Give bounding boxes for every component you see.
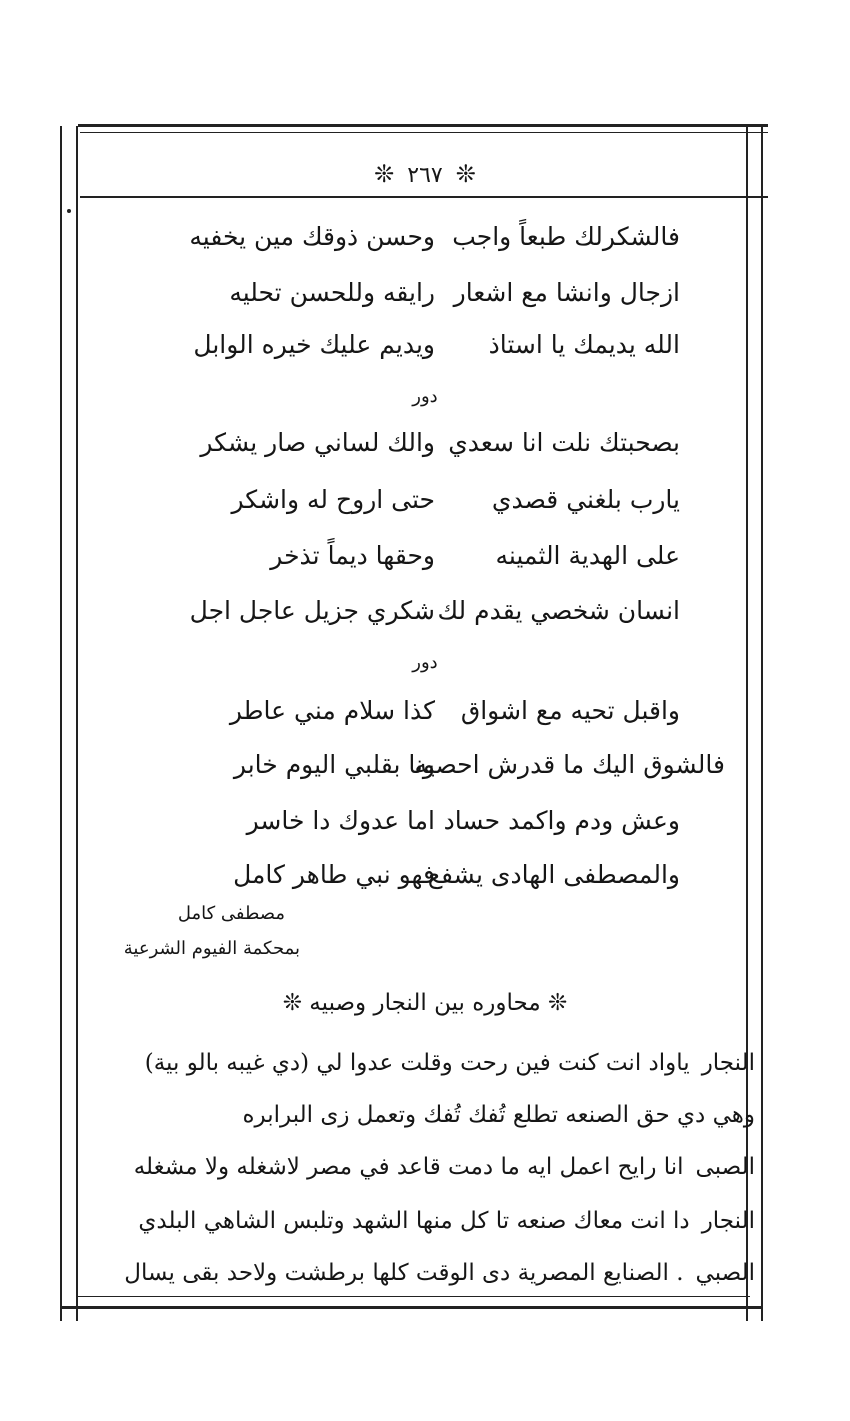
- hemistich-right: واقبل تحيه مع اشواق: [460, 696, 680, 725]
- page-number: ٢٦٧: [407, 163, 443, 188]
- stanza-label: دور: [412, 652, 438, 673]
- hemistich-left: فهو نبي طاهر كامل: [233, 860, 435, 889]
- hemistich-right: يارب بلغني قصدي: [491, 485, 680, 514]
- ornament-icon: ❊: [455, 160, 476, 188]
- hemistich-left: ويديم عليك خيره الوابل: [193, 330, 435, 359]
- hemistich-left: اما عدوك دا خاسر: [246, 806, 435, 835]
- hemistich-left: ونا بقلبي اليوم خابر: [233, 750, 435, 779]
- page-header: [0, 160, 850, 188]
- hemistich-left: وحقها ديماً تذخر: [270, 541, 435, 570]
- dialogue-text: دا انت معاك صنعه تا كل منها الشهد وتلبس الشاهي البلدي: [138, 1208, 690, 1234]
- dialogue-text: وهي دي حق الصنعه تطلع تُفك تُفك وتعمل زى البرابره: [242, 1102, 755, 1128]
- hemistich-right: على الهدية الثمينه: [495, 541, 680, 570]
- header-underline: [80, 196, 768, 198]
- hemistich-right: بصحبتك نلت انا سعدي: [448, 428, 680, 457]
- speaker-label: النجار: [701, 1208, 755, 1234]
- right-border-inner: [746, 126, 748, 1321]
- margin-dot: [67, 209, 71, 213]
- dialogue-text: . الصنايع المصرية دى الوقت كلها برطشت ولاحد بقى يسال: [124, 1260, 684, 1286]
- dialogue-title: ❊ محاوره بين النجار وصبيه ❊: [282, 990, 568, 1016]
- bottom-rule-thin: [78, 1296, 750, 1297]
- top-rule: [78, 124, 768, 127]
- dialogue-line: [145, 1052, 755, 1075]
- speaker-label: الصبي: [695, 1260, 755, 1286]
- hemistich-right: الله يديمك يا استاذ: [488, 330, 680, 359]
- hemistich-left: حتى اروح له واشكر: [231, 485, 435, 514]
- bottom-rule: [60, 1306, 763, 1309]
- hemistich-left: رايقه وللحسن تحليه: [229, 278, 435, 307]
- right-border-outer: [761, 126, 763, 1321]
- speaker-label: الصبى: [695, 1154, 755, 1180]
- hemistich-right: والمصطفى الهادى يشفع: [427, 860, 680, 889]
- hemistich-right: فالشوق اليك ما قدرش احصيه: [414, 750, 725, 779]
- dialogue-line: [242, 1104, 755, 1127]
- hemistich-left: والك لساني صار يشكر: [200, 428, 435, 457]
- dialogue-text: ياواد انت كنت فين رحت وقلت عدوا لي (دي غيبه بالو بية): [144, 1050, 690, 1076]
- dialogue-line: [138, 1210, 755, 1233]
- hemistich-right: فالشكرلك طبعاً واجب: [452, 222, 680, 251]
- hemistich-left: كذا سلام مني عاطر: [229, 696, 435, 725]
- dialogue-line: [134, 1156, 755, 1179]
- speaker-label: النجار: [701, 1050, 755, 1076]
- ornament-icon: ❊: [374, 160, 395, 188]
- signature-name: مصطفى كامل: [177, 903, 285, 924]
- hemistich-left: وحسن ذوقك مين يخفيه: [189, 222, 435, 251]
- hemistich-right: ازجال وانشا مع اشعار: [453, 278, 680, 307]
- hemistich-left: شكري جزيل عاجل اجل: [189, 596, 435, 625]
- top-rule-thin: [80, 132, 768, 133]
- dialogue-line: [124, 1262, 755, 1285]
- left-border-outer: [60, 126, 62, 1321]
- signature-affiliation: بمحكمة الفيوم الشرعية: [123, 938, 300, 959]
- left-border-inner: [76, 126, 78, 1321]
- hemistich-right: وعش ودم واكمد حساد: [443, 806, 680, 835]
- stanza-label: دور: [412, 386, 438, 407]
- hemistich-right: انسان شخصي يقدم لك: [437, 596, 680, 625]
- dialogue-text: انا رايح اعمل ايه ما دمت قاعد في مصر لاشغله ولا مشغله: [133, 1154, 684, 1180]
